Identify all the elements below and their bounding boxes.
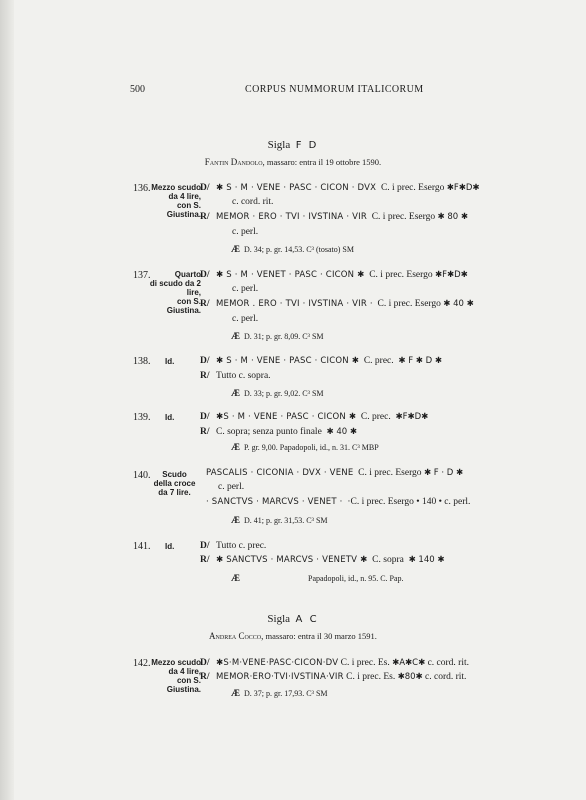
entry-number: 136.	[133, 183, 151, 194]
obverse-mark: D/	[200, 356, 210, 366]
entry-number: 139.	[133, 412, 151, 423]
sigla-subtitle-fd: Fantin Dandolo, massaro: entra il 19 ottobre 1590.	[204, 157, 382, 167]
specimen-note: Æ D. 37; p. gr. 17,93. C³ SM	[231, 688, 328, 698]
reverse-mark: R/	[200, 555, 210, 565]
obverse-mark: D/	[200, 658, 210, 668]
sigla-heading-ac: Sigla A C	[267, 613, 319, 625]
obverse-mark: D/	[200, 270, 210, 280]
page-edge-shadow	[0, 0, 14, 800]
reverse-legend-line: · SANCTVS · MARCVS · VENET · ·C. i prec. Esergo • 140 • c. perl.	[206, 497, 471, 507]
sigla-heading-fd: Sigla F D	[267, 139, 319, 151]
entry-number: 142.	[133, 658, 151, 669]
obverse-text: Tutto c. prec.	[216, 541, 267, 551]
obverse-line2: c. perl.	[232, 284, 259, 294]
sigla-subtitle-ac: Andrea Cocco, massaro: entra il 30 marzo 1591.	[209, 631, 377, 641]
reverse-legend-line: ✱ SANCTVS · MARCVS · VENETV ✱ C. sopra ✱ 140 ✱	[216, 555, 445, 565]
reverse-legend-line: MEMOR · ERO · TVI · IVSTINA · VIR C. i prec. Esergo ✱ 80 ✱	[216, 212, 468, 222]
entry-number: 140.	[133, 470, 151, 481]
reverse-mark: R/	[200, 299, 210, 309]
specimen-note: Æ Papadopoli, id., n. 95. C. Pap.	[231, 573, 404, 583]
obverse-mark: D/	[200, 183, 210, 193]
specimen-note: Æ D. 34; p. gr. 14,53. C³ (tosato) SM	[231, 244, 354, 254]
reverse-mark: R/	[200, 212, 210, 222]
specimen-note: Æ D. 33; p. gr. 9,02. C³ SM	[231, 388, 324, 398]
obverse-legend-line: ✱S·M·VENE·PASC·CICON·DV C. i prec. Es. ✱A✱C✱ c. cord. rit.	[216, 658, 469, 668]
reverse-mark: R/	[200, 371, 210, 381]
entry-description: Id.	[165, 413, 175, 422]
entry-description: Scudo della croce da 7 lire.	[153, 470, 196, 497]
obverse-legend-line: ✱ S · M · VENET · PASC · CICON ✱ C. i prec. Esergo ✱F✱D✱	[216, 270, 468, 280]
entry-description: Mezzo scudo da 4 lire, con S. Giustina.	[151, 658, 201, 694]
obverse-mark: D/	[200, 541, 210, 551]
obverse-line2: c. cord. rit.	[232, 197, 274, 207]
entry-description: Quarto di scudo da 2 lire, con S. Giustina.	[149, 270, 201, 315]
specimen-note: Æ D. 31; p. gr. 8,09. C³ SM	[231, 331, 324, 341]
reverse-text: C. sopra; senza punto finale ✱ 40 ✱	[216, 427, 358, 437]
entry-number: 141.	[133, 541, 151, 552]
reverse-legend-line: MEMOR . ERO · TVI · IVSTINA · VIR · C. i prec. Esergo ✱ 40 ✱	[216, 299, 474, 309]
reverse-line2: c. perl.	[232, 227, 259, 237]
entry-description: Mezzo scudo da 4 lire, con S. Giustina.	[151, 183, 201, 219]
obverse-legend-line: ✱ S · M · VENE · PASC · CICON ✱ C. prec. ✱ F ✱ D ✱	[216, 356, 442, 366]
entry-description: Id.	[165, 542, 175, 551]
obverse-mark: D/	[200, 412, 210, 422]
specimen-note: Æ D. 41; p. gr. 31,53. C³ SM	[231, 515, 328, 525]
entry-number: 138.	[133, 356, 151, 367]
obverse-line2: c. perl.	[218, 482, 245, 492]
reverse-mark: R/	[200, 427, 210, 437]
obverse-legend-line: ✱ S · M · VENE · PASC · CICON · DVX C. i prec. Esergo ✱F✱D✱	[216, 183, 480, 193]
specimen-note: Æ P. gr. 9,00. Papadopoli, id., n. 31. C³ MBP	[231, 442, 379, 452]
reverse-text: Tutto c. sopra.	[216, 371, 271, 381]
entry-number: 137.	[133, 270, 151, 281]
reverse-line2: c. perl.	[232, 314, 259, 324]
page-number: 500	[130, 84, 145, 95]
obverse-legend-line: PASCALIS · CICONIA · DVX · VENE C. i prec. Esergo ✱ F · D ✱	[206, 468, 464, 478]
reverse-legend-line: MEMOR·ERO·TVI·IVSTINA·VIR C. i prec. Es. ✱80✱ c. cord. rit.	[216, 672, 467, 682]
entry-description: Id.	[165, 357, 175, 366]
reverse-mark: R/	[200, 672, 210, 682]
obverse-legend-line: ✱S · M · VENE · PASC · CICON ✱ C. prec. ✱F✱D✱	[216, 412, 429, 422]
running-title: CORPUS NUMMORUM ITALICORUM	[245, 84, 424, 95]
